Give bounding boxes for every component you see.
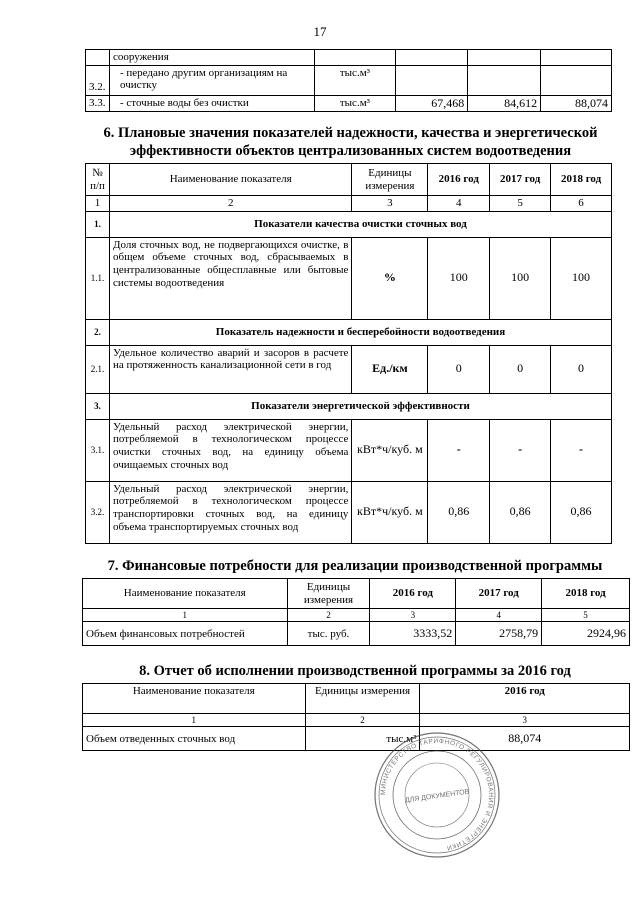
- header-name: Наименование показателя: [83, 684, 306, 714]
- cell-name: Объем отведенных сточных вод: [83, 727, 306, 751]
- group-title: Показатели качества очистки сточных вод: [109, 211, 611, 237]
- cell-name: Удельный расход электрической энергии, потребляемой в технологическом процессе транспортировки сточных вод, на единицу объема транспортируемых сточных вод: [109, 481, 351, 543]
- stamp-ring-text: МИНИСТЕРСТВО ТАРИФНОГО РЕГУЛИРОВАНИЯ И ЭНЕРГЕТИКИ: [379, 737, 495, 852]
- cell-value: 0: [490, 345, 551, 393]
- cell-num: 3.2.: [86, 481, 110, 543]
- header-name: Наименование показателя: [83, 579, 288, 609]
- header-unit: Единицы измерения: [287, 579, 370, 609]
- cell-unit: тыс.м³: [305, 727, 420, 751]
- cell-name: - передано другим организациям на очистку: [109, 65, 314, 95]
- header-2018: 2018 год: [542, 579, 630, 609]
- cell-name: Доля сточных вод, не подвергающихся очистке, в общем объеме сточных вод, сбрасываемых в централизованные общесплавные или бытовые системы водоотведения: [109, 237, 351, 319]
- cell-value: 2924,96: [542, 622, 630, 646]
- table-row: [86, 345, 612, 393]
- cell-unit: тыс.м³: [314, 65, 396, 95]
- colnum: 4: [456, 609, 542, 622]
- group-title: Показатели энергетической эффективности: [109, 393, 611, 419]
- header-2017: 2017 год: [490, 164, 551, 196]
- cell-unit: %: [352, 237, 428, 319]
- section7-title: 7. Финансовые потребности для реализации производственной программы: [107, 558, 603, 574]
- cell-num: 3.2.: [86, 65, 110, 95]
- cell-unit: кВт*ч/куб. м: [352, 481, 428, 543]
- section8-title: 8. Отчет об исполнении производственной программы за 2016 год: [139, 663, 571, 679]
- colnum: 3: [352, 196, 428, 212]
- table-row: [86, 481, 612, 543]
- header-2016: 2016 год: [370, 579, 456, 609]
- cell-value: -: [428, 419, 490, 481]
- table-row: [86, 237, 612, 319]
- cell-value: 0,86: [551, 481, 612, 543]
- section8-table: [82, 683, 630, 751]
- cell-unit: кВт*ч/куб. м: [352, 419, 428, 481]
- header-num: № п/п: [86, 164, 110, 196]
- cell-num: [86, 50, 110, 66]
- cell-value: 67,468: [396, 95, 468, 112]
- cell-value: 2758,79: [456, 622, 542, 646]
- cell-name: сооружения: [109, 50, 314, 66]
- colnum: 5: [542, 609, 630, 622]
- colnum-row: [83, 609, 630, 622]
- header-name: Наименование показателя: [109, 164, 351, 196]
- group-num: 2.: [86, 319, 110, 345]
- table-row: [83, 727, 630, 751]
- page-number: 17: [313, 24, 327, 39]
- cell-value: 84,612: [468, 95, 541, 112]
- header-2016: 2016 год: [420, 684, 630, 714]
- cell-value: 0: [551, 345, 612, 393]
- official-stamp: [372, 730, 502, 860]
- cell-name: Объем финансовых потребностей: [83, 622, 288, 646]
- cell-value: 3333,52: [370, 622, 456, 646]
- cell-value: 100: [490, 237, 551, 319]
- colnum: 5: [490, 196, 551, 212]
- table-row: [86, 65, 612, 95]
- cell-name: Удельное количество аварий и засоров в расчете на протяженность канализационной сети в год: [109, 345, 351, 393]
- header-row: [86, 164, 612, 196]
- cell-unit: Ед./км: [352, 345, 428, 393]
- section6-title: 6. Плановые значения показателей надежности, качества и энергетической эффективности объектов централизованных систем водоотведения: [103, 125, 598, 160]
- cell-num: 3.1.: [86, 419, 110, 481]
- colnum: 1: [86, 196, 110, 212]
- header-2017: 2017 год: [456, 579, 542, 609]
- colnum: 1: [83, 714, 306, 727]
- colnum: 1: [83, 609, 288, 622]
- colnum: 3: [370, 609, 456, 622]
- cell-value: 88,074: [420, 727, 630, 751]
- colnum-row: [83, 714, 630, 727]
- header-2018: 2018 год: [551, 164, 612, 196]
- group-title: Показатель надежности и бесперебойности водоотведения: [109, 319, 611, 345]
- cell-num: 3.3.: [86, 95, 110, 112]
- cell-value: 0: [428, 345, 490, 393]
- colnum: 3: [420, 714, 630, 727]
- cell-unit: тыс. руб.: [287, 622, 370, 646]
- section7-table: [82, 578, 630, 646]
- group-row: [86, 393, 612, 419]
- cell-name: - сточные воды без очистки: [109, 95, 314, 112]
- header-unit: Единицы измерения: [352, 164, 428, 196]
- section6-table: [85, 163, 612, 544]
- colnum: 2: [109, 196, 351, 212]
- table-row: [86, 419, 612, 481]
- group-num: 1.: [86, 211, 110, 237]
- cell-value: 88,074: [541, 95, 612, 112]
- stamp-center-text: ДЛЯ ДОКУМЕНТОВ: [404, 788, 470, 805]
- cell-value: 0,86: [428, 481, 490, 543]
- header-row: [83, 579, 630, 609]
- colnum: 6: [551, 196, 612, 212]
- top-table: [85, 49, 612, 112]
- group-num: 3.: [86, 393, 110, 419]
- table-row: [86, 50, 612, 66]
- colnum: 2: [287, 609, 370, 622]
- group-row: [86, 319, 612, 345]
- header-2016: 2016 год: [428, 164, 490, 196]
- colnum-row: [86, 196, 612, 212]
- cell-name: Удельный расход электрической энергии, потребляемой в технологическом процессе очистки сточных вод, на единицу объема очищаемых сточных вод: [109, 419, 351, 481]
- table-row: [86, 95, 612, 112]
- group-row: [86, 211, 612, 237]
- cell-value: 0,86: [490, 481, 551, 543]
- cell-value: -: [490, 419, 551, 481]
- cell-unit: тыс.м³: [314, 95, 396, 112]
- cell-num: 2.1.: [86, 345, 110, 393]
- colnum: 2: [305, 714, 420, 727]
- header-unit: Единицы измерения: [305, 684, 420, 714]
- header-row: [83, 684, 630, 714]
- cell-num: 1.1.: [86, 237, 110, 319]
- cell-value: -: [551, 419, 612, 481]
- table-row: [83, 622, 630, 646]
- colnum: 4: [428, 196, 490, 212]
- cell-value: 100: [428, 237, 490, 319]
- cell-value: 100: [551, 237, 612, 319]
